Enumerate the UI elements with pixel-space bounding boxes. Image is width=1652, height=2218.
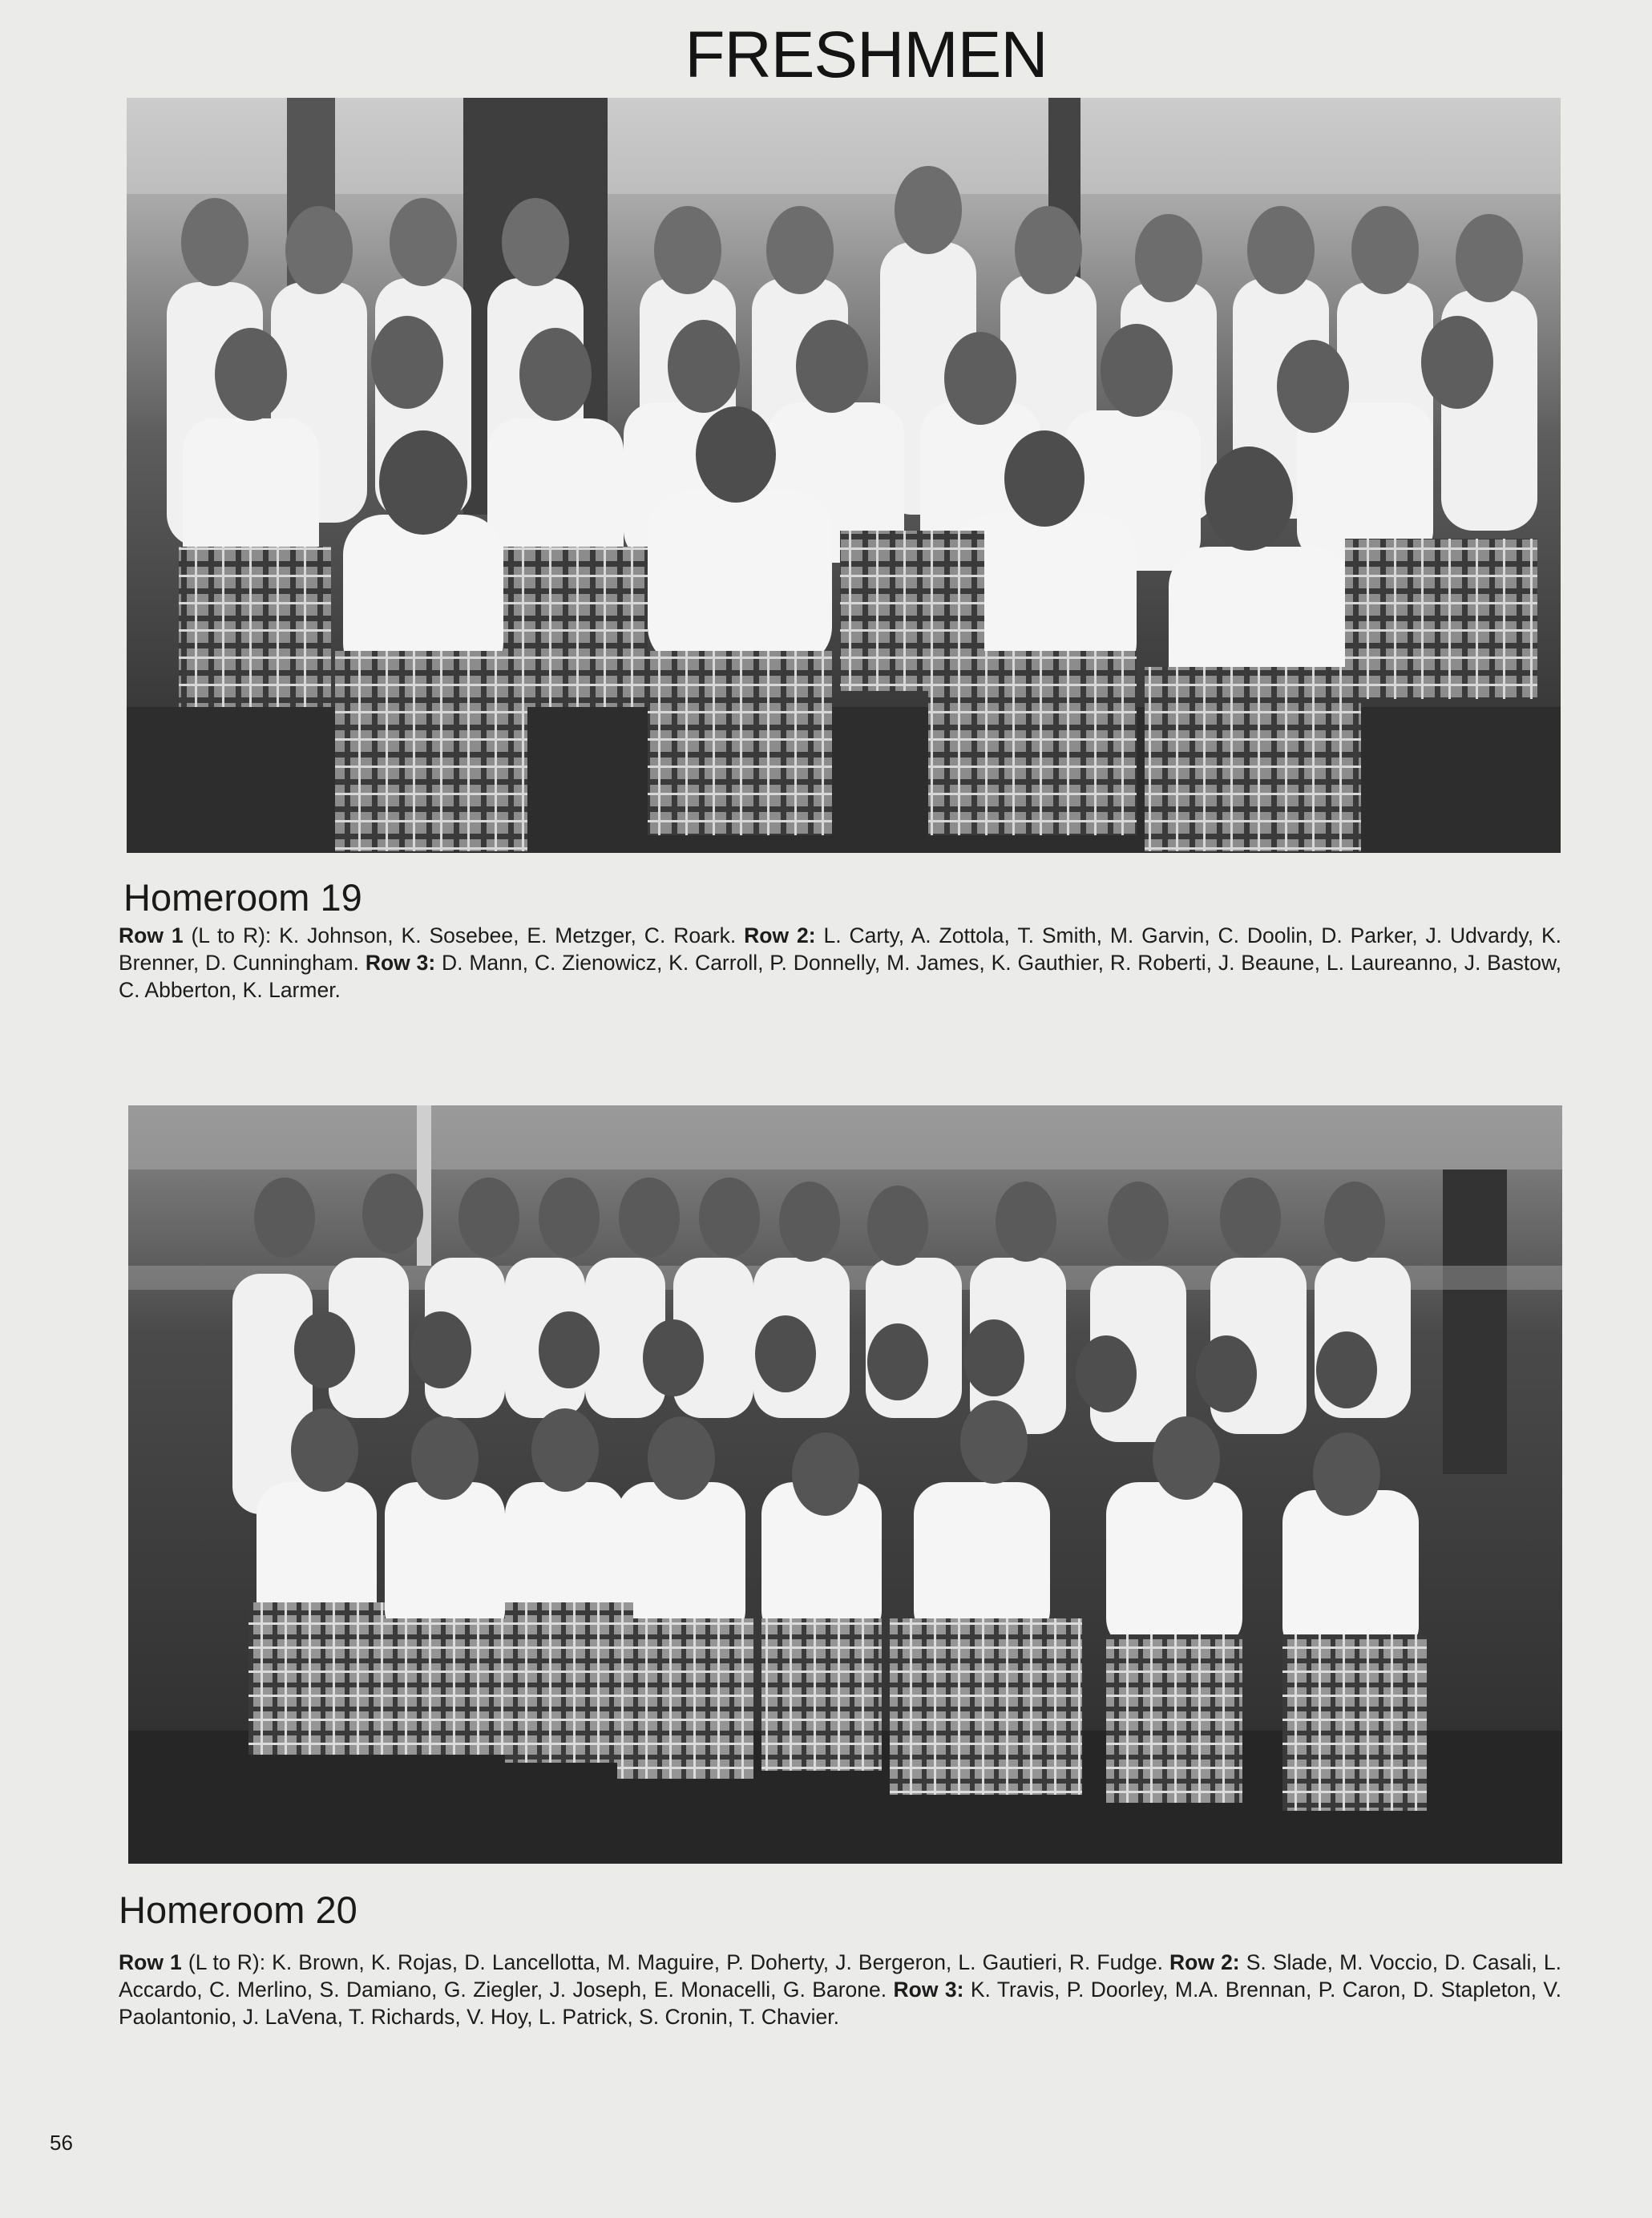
row-2-label: Row 2:: [744, 923, 816, 947]
homeroom-20-heading: Homeroom 20: [119, 1889, 357, 1931]
row-1-label: Row 1: [119, 923, 184, 947]
row-1-label: Row 1: [119, 1950, 182, 1974]
row-1-names: (L to R): K. Johnson, K. Sosebee, E. Metzger, C. Roark.: [183, 923, 745, 947]
homeroom-20-photo: [128, 1105, 1562, 1864]
row-3-names: K. Travis, P. Doorley, M.A. Brennan, P. Caron, D. Stapleton, V. Paolantonio, J. LaVena, T. Richards, V. Hoy, L. Patrick, S. Cronin, T. Chavier.: [119, 1978, 1561, 2029]
page-number: 56: [50, 2131, 73, 2155]
row-2-names: S. Slade, M. Voccio, D. Casali, L. Accardo, C. Merlino, S. Damiano, G. Ziegler, J. Joseph, E. Monacelli, G. Barone.: [119, 1950, 1561, 2002]
homeroom-19-photo: [127, 98, 1561, 853]
row-3-names: D. Mann, C. Zienowicz, K. Carroll, P. Donnelly, M. James, K. Gauthier, R. Roberti, J. Beaune, L. Laureanno, J. Bastow, C. Abberton, K. Larmer.: [119, 951, 1561, 1002]
homeroom-19-heading: Homeroom 19: [123, 876, 362, 919]
homeroom-20-caption: [119, 1949, 1561, 2030]
row-1-names: (L to R): K. Brown, K. Rojas, D. Lancellotta, M. Maguire, P. Doherty, J. Bergeron, L. Gautieri, R. Fudge.: [181, 1950, 1170, 1974]
row-2-label: Row 2:: [1169, 1950, 1240, 1974]
page-title: FRESHMEN: [685, 18, 1048, 91]
homeroom-19-caption: [119, 922, 1561, 1004]
row-2-names: L. Carty, A. Zottola, T. Smith, M. Garvin, C. Doolin, D. Parker, J. Udvardy, K. Brenner, D. Cunningham.: [119, 923, 1561, 975]
row-3-label: Row 3:: [365, 951, 436, 975]
row-3-label: Row 3:: [893, 1978, 964, 2002]
